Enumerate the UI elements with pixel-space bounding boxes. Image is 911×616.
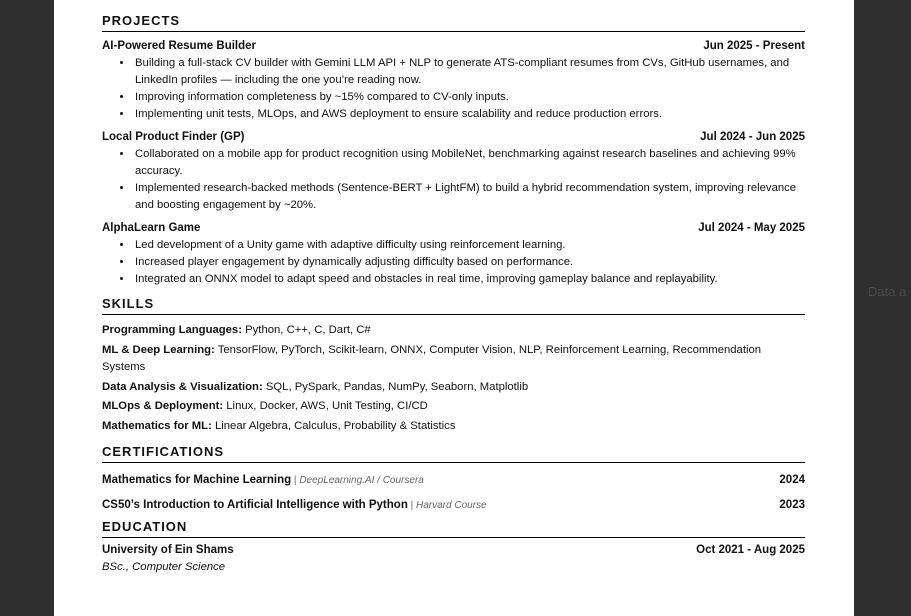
skill-value: TensorFlow, PyTorch, Scikit-learn, ONNX, Computer Vision, NLP, Reinforcement Learning, Recommendation Systems [102,343,762,373]
skill-line [102,379,805,397]
background-page-text: Data a [868,284,907,299]
certification-year: 2024 [779,474,805,486]
project-date: Jun 2025 - Present [703,40,805,52]
certification-row [102,474,805,486]
project-bullet: • Increased player engagement by dynamically adjusting difficulty based on performance. [133,254,805,271]
education-school: University of Ein Shams [102,544,234,556]
resume-page [54,0,854,616]
education-degree: BSc., Computer Science [102,561,226,573]
certification-row [102,499,805,511]
project-bullets [102,237,805,288]
education-heading: EDUCATION [102,519,805,538]
skill-label: Programming Languages: [102,324,242,336]
certification-source: Harvard Course [416,500,487,511]
project-date: Jul 2024 - May 2025 [698,222,805,234]
project-bullet: • Collaborated on a mobile app for product recognition using MobileNet, benchmarking against research baselines and achieving 99% accuracy. [133,146,805,180]
skill-value: SQL, PySpark, Pandas, NumPy, Seaborn, Matplotlib [262,380,529,393]
skill-label: ML & Deep Learning: [102,343,215,356]
project-row [102,40,805,52]
certification-separator: | [291,475,300,486]
education-row [102,544,805,556]
watermark-logo [454,568,459,589]
certification-title: CS50’s Introduction to Artificial Intelligence with Python [102,499,408,511]
project-title: AlphaLearn Game [102,222,201,234]
resume-content [102,13,805,573]
skill-line [102,342,805,377]
project-date: Jul 2024 - Jun 2025 [700,131,805,143]
project-bullet: • Building a full-stack CV builder with Gemini LLM API + NLP to generate ATS-compliant resumes from CVs, GitHub usernames, and LinkedIn profiles — including the one you’re reading now. [133,55,805,89]
education-date: Oct 2021 - Aug 2025 [696,544,805,556]
certifications-list [102,474,805,511]
project-bullet: • Led development of a Unity game with adaptive difficulty using reinforcement learning. [133,237,805,254]
certification-left [102,499,487,511]
skill-value: Linux, Docker, AWS, Unit Testing, CI/CD [223,400,428,412]
project-row [102,222,805,234]
project-bullet: • Implementing unit tests, MLOps, and AWS deployment to ensure scalability and reduce production errors. [133,106,805,123]
certification-title: Mathematics for Machine Learning [102,474,292,486]
project-row [102,131,805,143]
skill-line [102,322,805,340]
project-title: AI-Powered Resume Builder [102,40,257,52]
projects-list [102,40,805,288]
certification-year: 2023 [779,499,805,511]
skill-value: Linear Algebra, Calculus, Probability & Statistics [211,419,456,432]
skill-label: Data Analysis & Visualization: [102,380,263,393]
certification-left [102,474,424,486]
skills-list [102,322,805,435]
project-bullets [102,146,805,214]
skill-value: Python, C++, C, Dart, C# [241,324,371,336]
project-bullet: • Improving information completeness by ~15% compared to CV-only inputs. [133,89,805,106]
skill-line [102,398,805,416]
skills-heading: SKILLS [102,296,805,315]
project-bullet: • Implemented research-backed methods (Sentence-BERT + LightFM) to build a hybrid recommendation system, improving relevance and boosting engagement by ~20%. [133,180,805,214]
certification-source: DeepLearning.AI / Coursera [299,475,424,486]
skill-label: MLOps & Deployment: [102,400,224,412]
skill-line [102,418,805,436]
project-bullet: • Integrated an ONNX model to adapt speed and obstacles in real time, improving gameplay balance and replayability. [133,271,805,288]
project-title: Local Product Finder (GP) [102,131,245,143]
projects-heading: PROJECTS [102,13,805,32]
certification-separator: | [407,500,416,511]
project-bullets [102,55,805,123]
skill-label: Mathematics for ML: [102,419,212,432]
certifications-heading: CERTIFICATIONS [102,444,805,463]
